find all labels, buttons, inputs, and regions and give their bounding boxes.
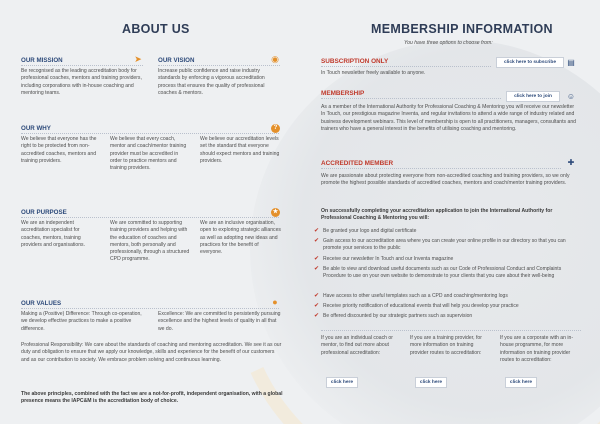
- responsibility-text: Professional Responsibility: We care about the standards of coaching and mentoring accreditation. We see it as our duty and obligation to ensure that we apply our knowledge, skills and experience for the benefit of our customers and as our contribution to society. We embrace problem solving and continuous learning.: [21, 342, 282, 363]
- why-heading: OUR WHY: [21, 125, 51, 132]
- benefit-item: ✔ Receive our newsletter In Touch and our Inventa magazine: [314, 256, 454, 262]
- values-col2: Excellence: We are committed to persistently pursuing excellence and the highest levels of quality in all that we do.: [158, 311, 281, 332]
- divider: [321, 98, 501, 99]
- divider: [321, 168, 561, 169]
- divider: [21, 308, 279, 309]
- purpose-col2: We are committed to supporting training providers and helping with the education of coaches and mentors, both personally and professionally, through a structured CPD programme.: [110, 220, 190, 263]
- purpose-col3: We are an inclusive organisation, open to exploring strategic alliances as well as adopting new ideas and practices for the benefit of everyone.: [200, 220, 281, 256]
- check-icon: ✔: [314, 313, 320, 319]
- check-icon: ✔: [314, 266, 320, 272]
- divider: [158, 65, 280, 66]
- why-col2: We believe that every coach, mentor and coach/mentor training provider must be accredited in order to practice mentors and training providers.: [110, 136, 187, 172]
- why-col3: We believe our accreditation levels set the standard that everyone should expect mentors and training providers.: [200, 136, 280, 164]
- divider: [21, 65, 143, 66]
- binoculars-icon: ◉: [271, 54, 279, 64]
- subscription-text: In Touch newsletter freely available to anyone.: [321, 70, 426, 76]
- benefit-item: ✔ Have access to other useful templates such as a CPD and coaching/mentoring logs: [314, 293, 508, 299]
- provider-click-here-button[interactable]: click here: [415, 377, 447, 388]
- accredited-heading: ACCREDITED MEMBER: [321, 160, 394, 167]
- rocket-icon: ➤: [134, 54, 142, 64]
- mission-heading: OUR MISSION: [21, 57, 63, 64]
- check-icon: ✔: [314, 303, 320, 309]
- why-col1: We believe that everyone has the right to be protected from non-accredited coaches, mentors and training providers.: [21, 136, 97, 164]
- purpose-heading: OUR PURPOSE: [21, 209, 67, 216]
- benefit-item: ✔ Be able to view and download useful documents such as our Code of Professional Conduct and Complaints Procedure to use on your own website to demonstrate to your clients that you care about their well-being: [314, 266, 562, 279]
- option-provider-text: If you are a training provider, for more information on training provider routes to accreditation:: [410, 335, 482, 356]
- lightbulb-icon: ●: [272, 297, 278, 307]
- subscription-heading: SUBSCRIPTION ONLY: [321, 58, 389, 65]
- about-title: ABOUT US: [122, 22, 190, 36]
- benefit-item: ✔ Receive priority notification of educational events that will help you develop your practice: [314, 303, 519, 309]
- option-individual-text: If you are an individual coach or mentor, to find out more about professional accreditation:: [321, 335, 393, 356]
- subscribe-button[interactable]: click here to subscribe: [496, 57, 564, 68]
- benefits-intro: On successfully completing your accreditation application to join the International Authority for Professional Coaching & Mentoring you will:: [321, 208, 553, 222]
- purpose-col1: We are an independent accreditation specialist for coaches, mentors, training providers and organisations.: [21, 220, 85, 248]
- divider: [21, 217, 279, 218]
- membership-text: As a member of the International Authority for Professional Coaching & Mentoring you will receive our newsletter In Touch, our prestigious magazine Inventa, and regular invitations to attend a wide range of industry related and business development webinars. This level of membership is open to all practitioners, managers, consultants and trainers who have a general interest in the benefits of utilising coaching and mentoring.: [321, 104, 577, 132]
- closing-text: The above principles, combined with the fact we are a not-for-profit, independent organisation, with a global presence means the IAPC&M is the accreditation body of choice.: [21, 391, 283, 405]
- membership-heading: MEMBERSHIP: [321, 90, 365, 97]
- benefit-item: ✔ Be granted your logo and digital certificate: [314, 228, 417, 234]
- divider: [321, 66, 491, 67]
- check-icon: ✔: [314, 293, 320, 299]
- benefit-item: ✔ Gain access to our accreditation area where you can create your online profile in our directory so that you can promote your services to the public: [314, 238, 566, 251]
- individual-click-here-button[interactable]: click here: [326, 377, 358, 388]
- membership-title: MEMBERSHIP INFORMATION: [371, 22, 553, 36]
- vision-heading: OUR VISION: [158, 57, 195, 64]
- newspaper-icon: ▤: [567, 58, 575, 67]
- person-icon: ☺: [566, 92, 576, 101]
- option-corporate-text: If you are a corporate with an in-house programme, for more information on training provider routes to accreditation:: [500, 335, 574, 363]
- membership-subtitle: You have three options to choose from:: [404, 40, 493, 46]
- add-user-icon: ✚: [567, 158, 575, 167]
- check-icon: ✔: [314, 238, 320, 244]
- benefit-item: ✔ Be offered discounted by our strategic partners such as supervision: [314, 313, 473, 319]
- check-icon: ✔: [314, 228, 320, 234]
- divider: [21, 133, 279, 134]
- mission-text: Be recognised as the leading accreditation body for professional coaches, mentors and training providers, including corporations with in-house coaching and mentoring teams.: [21, 68, 142, 96]
- accredited-text: We are passionate about protecting everyone from non-accredited coaching and training providers, so we only promote the highest possible standards of accredited coaches, mentors and coach/mentor training providers.: [321, 173, 570, 187]
- values-col1: Making a (Positive) Difference: Through co-operation, we develop effective practices to make a positive difference.: [21, 311, 142, 332]
- question-icon: ?: [271, 124, 280, 133]
- join-button[interactable]: click here to join: [506, 91, 560, 102]
- values-heading: OUR VALUES: [21, 300, 62, 307]
- vision-text: Increase public confidence and raise industry standards by enforcing a vigorous accreditation process that ensures the quality of professional coaches & mentors.: [158, 68, 265, 96]
- badge-icon: ★: [272, 209, 279, 215]
- corporate-click-here-button[interactable]: click here: [505, 377, 537, 388]
- divider: [321, 330, 581, 331]
- check-icon: ✔: [314, 256, 320, 262]
